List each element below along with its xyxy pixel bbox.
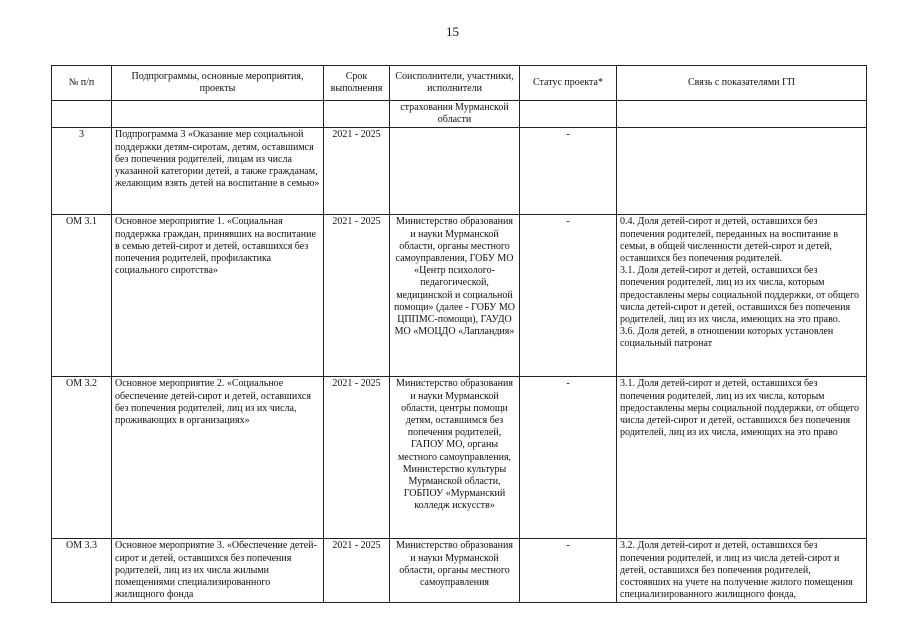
cell-term: 2021 - 2025 [324,539,390,603]
cell-executors: страхования Мурманской области [390,101,520,128]
cell-status: - [520,128,617,215]
cell-num: ОМ 3.3 [52,539,112,603]
cell-link: 3.1. Доля детей-сирот и детей, оставшихся без попечения родителей, лиц из их числа, которым предоставлены меры социальной поддержки, от общего числа детей-сирот и детей, оставшихся без попечения родителей, лиц из их числа, имеющих на это право [617,377,867,539]
cell-program [112,101,324,128]
table-row [52,377,867,539]
header-term: Срок выполнения [324,66,390,101]
cell-program: Основное мероприятие 1. «Социальная поддержка граждан, принявших на воспитание в семью детей-сирот и детей, оставшихся без попечения родителей, профилактика социального сиротства» [112,215,324,377]
page-number: 15 [446,24,459,39]
header-status: Статус проекта* [520,66,617,101]
cell-num [52,101,112,128]
cell-executors [390,128,520,215]
cell-link: 0.4. Доля детей-сирот и детей, оставшихся без попечения родителей, переданных на воспитание в семьи, в общей численности детей-сирот и детей, оставшихся без попечения родителей. 3.1. Доля детей-сирот и детей, оставшихся без попечения родителей, лиц из их числа, которым предоставлены меры социальной поддержки, от общего числа детей-сирот и детей, оставшихся без попечения родителей, лиц из их числа, имеющих на это право. 3.6. Доля детей, в отношении которых установлен социальный патронат [617,215,867,377]
cell-num: 3 [52,128,112,215]
header-link: Связь с показателями ГП [617,66,867,101]
table-row [52,215,867,377]
program-table [51,65,867,603]
cell-status [520,101,617,128]
cell-executors: Министерство образования и науки Мурманской области, органы местного самоуправления [390,539,520,603]
cell-program: Основное мероприятие 3. «Обеспечение детей-сирот и детей, оставшихся без попечения родителей, лиц из их числа жилыми помещениями специализированного жилищного фонда [112,539,324,603]
table-row [52,128,867,215]
cell-executors: Министерство образования и науки Мурманской области, органы местного самоуправления, ГОБУ МО «Центр психолого-педагогической, медицинской и социальной помощи» (далее - ГОБУ МО ЦППМС-помощи), ГАУДО МО «МОЦДО «Лапландия» [390,215,520,377]
cell-num: ОМ 3.2 [52,377,112,539]
cell-num: ОМ 3.1 [52,215,112,377]
cell-link: 3.2. Доля детей-сирот и детей, оставшихся без попечения родителей, и лиц из числа детей-сирот и детей, оставшихся без попечения родителей, состоявших на учете на получение жилого помещения специализированного жилищного фонда, [617,539,867,603]
table-header-row [52,66,867,101]
header-num: № п/п [52,66,112,101]
cell-program: Основное мероприятие 2. «Социальное обеспечение детей-сирот и детей, оставшихся без попечения родителей, лиц из их числа, проживающих в организациях» [112,377,324,539]
cell-term: 2021 - 2025 [324,215,390,377]
cell-term: 2021 - 2025 [324,128,390,215]
cell-term: 2021 - 2025 [324,377,390,539]
cell-link [617,101,867,128]
cell-status: - [520,377,617,539]
cell-executors: Министерство образования и науки Мурманской области, центры помощи детям, оставшимся без попечения родителей, ГАПОУ МО, органы местного самоуправления, Министерство культуры Мурманской области, ГОБПОУ «Мурманский колледж искусств» [390,377,520,539]
header-executors: Соисполнители, участники, исполнители [390,66,520,101]
cell-link [617,128,867,215]
cell-status: - [520,539,617,603]
cell-program: Подпрограмма 3 «Оказание мер социальной поддержки детям-сиротам, детям, оставшимся без попечения родителей, лицам из числа указанной категории детей, а также гражданам, желающим взять детей на воспитание в семью» [112,128,324,215]
cell-term [324,101,390,128]
header-program: Подпрограммы, основные мероприятия, проекты [112,66,324,101]
table-row [52,539,867,603]
cell-status: - [520,215,617,377]
table-row [52,101,867,128]
